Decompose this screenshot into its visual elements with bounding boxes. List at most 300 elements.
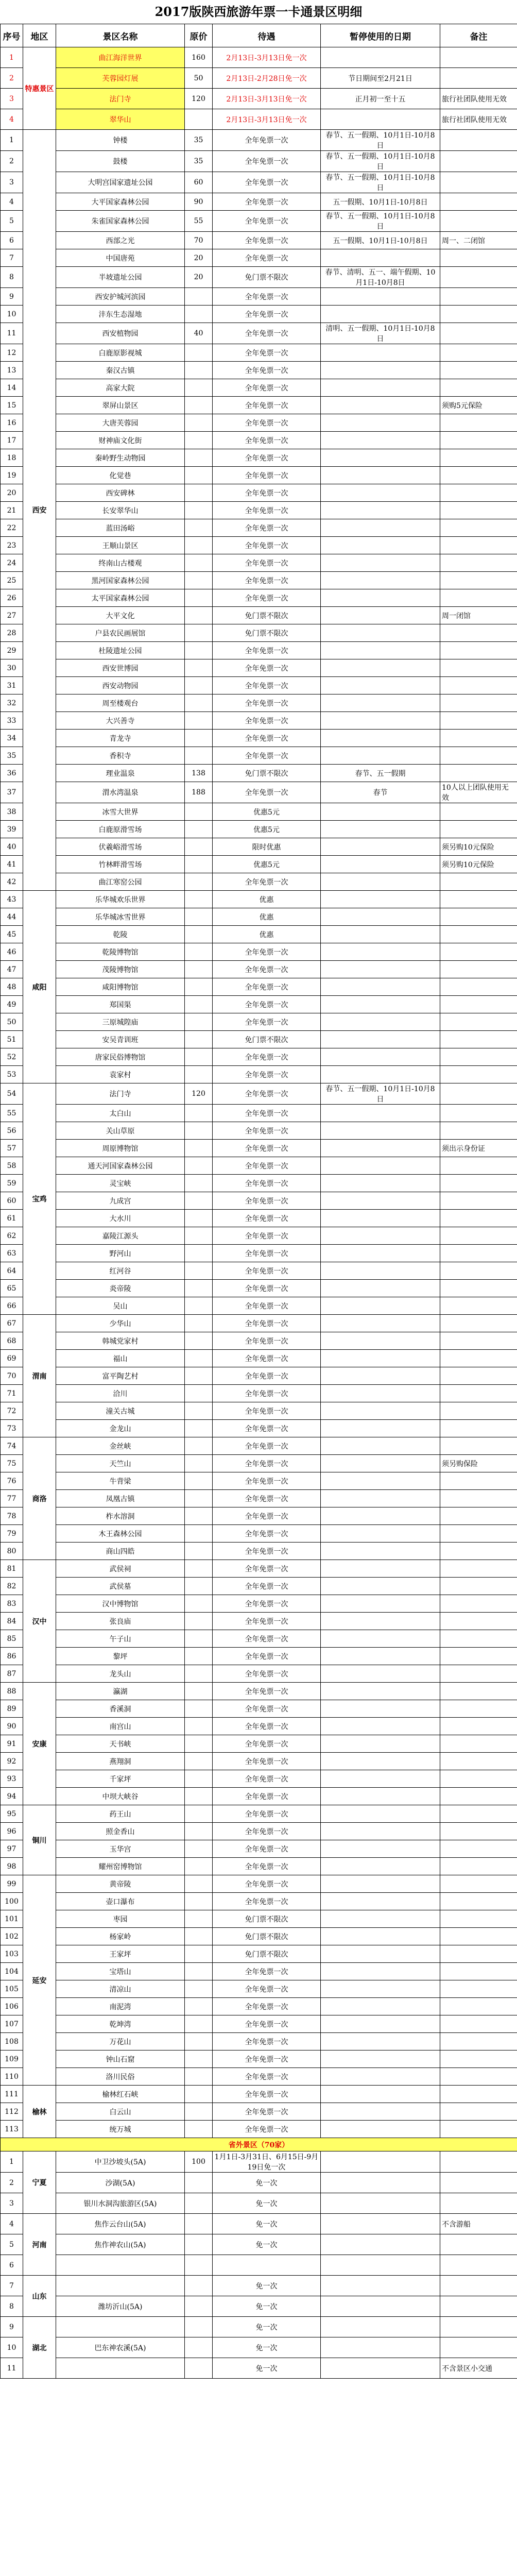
note-cell: 周一、二闭馆 — [440, 232, 517, 249]
row-number: 5 — [1, 2234, 23, 2255]
treatment-cell: 全年免票一次 — [213, 1157, 321, 1175]
column-header: 景区名称 — [56, 24, 185, 47]
treatment-cell: 全年免票一次 — [213, 1770, 321, 1788]
scenic-name: 安吴青训班 — [56, 1031, 185, 1048]
treatment-cell: 全年免票一次 — [213, 1525, 321, 1543]
table-row — [1, 1823, 517, 1840]
table-row — [1, 659, 517, 677]
price-cell — [185, 449, 213, 467]
treatment-cell: 全年免票一次 — [213, 193, 321, 211]
note-cell: 旅行社团队使用无效 — [440, 109, 517, 130]
pause-dates-cell — [321, 1192, 440, 1210]
scenic-name: 太白山 — [56, 1105, 185, 1122]
pause-dates-cell — [321, 2068, 440, 2086]
row-number: 9 — [1, 288, 23, 306]
table-row — [1, 765, 517, 782]
note-cell — [440, 211, 517, 232]
table-row — [1, 1945, 517, 1963]
treatment-cell: 全年免票一次 — [213, 484, 321, 502]
scenic-name: 红河谷 — [56, 1262, 185, 1280]
price-cell — [185, 1507, 213, 1525]
scenic-name: 千家坪 — [56, 1770, 185, 1788]
note-cell: 须购5元保险 — [440, 397, 517, 414]
table-row — [1, 1980, 517, 1998]
treatment-cell: 全年免票一次 — [213, 1350, 321, 1367]
row-number: 14 — [1, 379, 23, 397]
price-cell — [185, 1735, 213, 1753]
table-row — [1, 1683, 517, 1700]
pause-dates-cell — [321, 2214, 440, 2234]
price-cell — [185, 572, 213, 589]
scenic-name: 翠屏山景区 — [56, 397, 185, 414]
pause-dates-cell — [321, 1332, 440, 1350]
treatment-cell: 全年免票一次 — [213, 1560, 321, 1578]
scenic-name: 大兴善寺 — [56, 712, 185, 730]
price-cell — [185, 1420, 213, 1437]
note-cell — [440, 2121, 517, 2138]
note-cell — [440, 1578, 517, 1595]
price-cell — [185, 344, 213, 362]
treatment-cell: 免一次 — [213, 2193, 321, 2214]
row-number: 7 — [1, 2276, 23, 2296]
row-number: 102 — [1, 1928, 23, 1945]
region-cell: 河南 — [23, 2214, 56, 2276]
treatment-cell: 2月13日-3月13日免一次 — [213, 47, 321, 68]
price-cell — [185, 414, 213, 432]
row-number: 86 — [1, 1648, 23, 1665]
note-cell — [440, 589, 517, 607]
pause-dates-cell — [321, 747, 440, 765]
price-cell — [185, 2050, 213, 2068]
note-cell — [440, 1048, 517, 1066]
scenic-name: 南泥湾 — [56, 1998, 185, 2015]
scenic-name: 商山四皓 — [56, 1543, 185, 1560]
note-cell — [440, 1420, 517, 1437]
price-cell — [185, 712, 213, 730]
table-row — [1, 803, 517, 821]
row-number: 80 — [1, 1543, 23, 1560]
price-cell — [185, 730, 213, 747]
row-number: 6 — [1, 2255, 23, 2276]
row-number: 2 — [1, 2173, 23, 2193]
note-cell: 周一闭馆 — [440, 607, 517, 624]
pause-dates-cell — [321, 2296, 440, 2317]
treatment-cell: 全年免票一次 — [213, 1840, 321, 1858]
pause-dates-cell — [321, 821, 440, 838]
treatment-cell: 全年免票一次 — [213, 397, 321, 414]
row-number: 55 — [1, 1105, 23, 1122]
scenic-name: 燕翔洞 — [56, 1753, 185, 1770]
pause-dates-cell — [321, 467, 440, 484]
table-row — [1, 1507, 517, 1525]
scenic-name: 高家大院 — [56, 379, 185, 397]
treatment-cell: 免一次 — [213, 2296, 321, 2317]
table-row — [1, 344, 517, 362]
treatment-cell: 全年免票一次 — [213, 1858, 321, 1875]
row-number: 29 — [1, 642, 23, 659]
note-cell — [440, 2015, 517, 2033]
note-cell — [440, 712, 517, 730]
row-number: 96 — [1, 1823, 23, 1840]
row-number: 104 — [1, 1963, 23, 1980]
note-cell — [440, 1490, 517, 1507]
scenic-name: 曲江海洋世界 — [56, 47, 185, 68]
column-header: 地区 — [23, 24, 56, 47]
table-row — [1, 1192, 517, 1210]
scenic-name: 王顺山景区 — [56, 537, 185, 554]
note-cell — [440, 1980, 517, 1998]
scenic-name: 潍坊沂山(5A) — [56, 2296, 185, 2317]
treatment-cell: 全年免票一次 — [213, 1140, 321, 1157]
table-row — [1, 1066, 517, 1083]
table-row — [1, 211, 517, 232]
row-number: 9 — [1, 2317, 23, 2337]
row-number: 20 — [1, 484, 23, 502]
table-row — [1, 856, 517, 873]
row-number: 32 — [1, 694, 23, 712]
note-cell — [440, 1928, 517, 1945]
row-number: 10 — [1, 306, 23, 323]
region-cell: 安康 — [23, 1683, 56, 1805]
row-number: 2 — [1, 68, 23, 89]
row-number: 100 — [1, 1893, 23, 1910]
pause-dates-cell — [321, 502, 440, 519]
table-row — [1, 323, 517, 344]
pause-dates-cell — [321, 2033, 440, 2050]
row-number: 78 — [1, 1507, 23, 1525]
price-cell — [185, 2086, 213, 2103]
price-cell — [185, 1543, 213, 1560]
row-number: 1 — [1, 130, 23, 151]
price-cell: 50 — [185, 68, 213, 89]
pause-dates-cell — [321, 1840, 440, 1858]
treatment-cell: 全年免票一次 — [213, 323, 321, 344]
table-row — [1, 1157, 517, 1175]
treatment-cell: 全年免票一次 — [213, 414, 321, 432]
treatment-cell: 全年免票一次 — [213, 502, 321, 519]
price-cell — [185, 1858, 213, 1875]
scenic-name: 翠华山 — [56, 109, 185, 130]
scenic-name: 芙蓉园灯展 — [56, 68, 185, 89]
pause-dates-cell — [321, 484, 440, 502]
price-cell — [185, 1350, 213, 1367]
region-cell: 特惠景区 — [23, 47, 56, 130]
treatment-cell: 全年免票一次 — [213, 1595, 321, 1613]
table-row — [1, 1297, 517, 1315]
table-row — [1, 2193, 517, 2214]
note-cell — [440, 1297, 517, 1315]
price-cell — [185, 1105, 213, 1122]
price-cell — [185, 2234, 213, 2255]
price-cell — [185, 908, 213, 926]
price-cell — [185, 1280, 213, 1297]
table-row — [1, 1245, 517, 1262]
pause-dates-cell — [321, 1875, 440, 1893]
table-row — [1, 730, 517, 747]
scenic-name: 三原城隍庙 — [56, 1013, 185, 1031]
pause-dates-cell — [321, 1315, 440, 1332]
scenic-name: 龙头山 — [56, 1665, 185, 1683]
note-cell — [440, 1367, 517, 1385]
scenic-name: 武侯祠 — [56, 1560, 185, 1578]
note-cell — [440, 47, 517, 68]
price-cell — [185, 1753, 213, 1770]
note-cell — [440, 68, 517, 89]
row-number: 35 — [1, 747, 23, 765]
treatment-cell: 全年免票一次 — [213, 2103, 321, 2121]
treatment-cell: 全年免票一次 — [213, 1490, 321, 1507]
price-cell — [185, 1031, 213, 1048]
pause-dates-cell — [321, 2193, 440, 2214]
treatment-cell: 全年免票一次 — [213, 1066, 321, 1083]
table-row — [1, 589, 517, 607]
treatment-cell: 全年免票一次 — [213, 2121, 321, 2138]
row-number: 42 — [1, 873, 23, 891]
note-cell — [440, 1385, 517, 1402]
scenic-name: 西安护城河滨园 — [56, 288, 185, 306]
note-cell — [440, 288, 517, 306]
scenic-name: 竹林畔滑雪场 — [56, 856, 185, 873]
price-cell — [185, 1525, 213, 1543]
table-row — [1, 397, 517, 414]
row-number: 60 — [1, 1192, 23, 1210]
note-cell — [440, 1910, 517, 1928]
table-row — [1, 1578, 517, 1595]
treatment-cell: 全年免票一次 — [213, 1013, 321, 1031]
page-title: 2017版陕西旅游年票一卡通景区明细 — [154, 4, 363, 19]
table-row — [1, 519, 517, 537]
column-header: 序号 — [1, 24, 23, 47]
scenic-name: 玉华宫 — [56, 1840, 185, 1858]
scenic-name: 黑河国家森林公园 — [56, 572, 185, 589]
pause-dates-cell: 春节、五一假期、10月1日-10月8日 — [321, 151, 440, 172]
row-number: 65 — [1, 1280, 23, 1297]
table-row — [1, 2337, 517, 2358]
region-cell: 商洛 — [23, 1437, 56, 1560]
pause-dates-cell — [321, 1823, 440, 1840]
pause-dates-cell — [321, 1280, 440, 1297]
price-cell — [185, 288, 213, 306]
pause-dates-cell — [321, 47, 440, 68]
note-cell — [440, 1998, 517, 2015]
pause-dates-cell — [321, 1066, 440, 1083]
row-number: 12 — [1, 344, 23, 362]
row-number: 11 — [1, 2358, 23, 2379]
table-row — [1, 1437, 517, 1455]
treatment-cell: 全年免票一次 — [213, 519, 321, 537]
table-row — [1, 2121, 517, 2138]
treatment-cell: 全年免票一次 — [213, 1578, 321, 1595]
table-row — [1, 432, 517, 449]
table-row — [1, 554, 517, 572]
note-cell — [440, 1402, 517, 1420]
scenic-name: 化觉巷 — [56, 467, 185, 484]
table-row — [1, 130, 517, 151]
row-number: 48 — [1, 978, 23, 996]
table-row — [1, 2317, 517, 2337]
row-number: 2 — [1, 151, 23, 172]
note-cell — [440, 432, 517, 449]
note-cell — [440, 1105, 517, 1122]
pause-dates-cell — [321, 1245, 440, 1262]
note-cell — [440, 1893, 517, 1910]
treatment-cell: 全年免票一次 — [213, 694, 321, 712]
price-cell: 100 — [185, 2151, 213, 2173]
scenic-name: 通天河国家森林公园 — [56, 1157, 185, 1175]
treatment-cell: 全年免票一次 — [213, 1420, 321, 1437]
table-row — [1, 1175, 517, 1192]
table-row — [1, 1525, 517, 1543]
note-cell — [440, 172, 517, 193]
price-cell — [185, 926, 213, 943]
note-cell — [440, 1858, 517, 1875]
pause-dates-cell — [321, 2255, 440, 2276]
price-cell — [185, 659, 213, 677]
pause-dates-cell — [321, 1805, 440, 1823]
scenic-name: 青龙寺 — [56, 730, 185, 747]
note-cell — [440, 306, 517, 323]
price-cell — [185, 961, 213, 978]
table-row — [1, 1385, 517, 1402]
note-cell — [440, 1350, 517, 1367]
price-cell — [185, 1805, 213, 1823]
price-cell — [185, 2121, 213, 2138]
note-cell — [440, 1805, 517, 1823]
note-cell — [440, 1245, 517, 1262]
pause-dates-cell — [321, 2086, 440, 2103]
pause-dates-cell — [321, 1490, 440, 1507]
pause-dates-cell — [321, 908, 440, 926]
row-number: 83 — [1, 1595, 23, 1613]
region-cell: 宝鸡 — [23, 1083, 56, 1315]
row-number: 108 — [1, 2033, 23, 2050]
note-cell — [440, 537, 517, 554]
treatment-cell: 全年免票一次 — [213, 1613, 321, 1630]
price-cell — [185, 519, 213, 537]
note-cell — [440, 249, 517, 267]
table-row — [1, 1858, 517, 1875]
price-cell — [185, 694, 213, 712]
price-cell — [185, 1297, 213, 1315]
pause-dates-cell — [321, 1998, 440, 2015]
price-cell: 120 — [185, 89, 213, 109]
pause-dates-cell — [321, 1013, 440, 1031]
pause-dates-cell — [321, 362, 440, 379]
pause-dates-cell: 五一假期、10月1日-10月8日 — [321, 232, 440, 249]
pause-dates-cell — [321, 730, 440, 747]
note-cell — [440, 2173, 517, 2193]
scenic-name: 大唐芙蓉园 — [56, 414, 185, 432]
note-cell — [440, 2276, 517, 2296]
row-number: 92 — [1, 1753, 23, 1770]
table-row — [1, 891, 517, 908]
row-number: 81 — [1, 1560, 23, 1578]
pause-dates-cell — [321, 1227, 440, 1245]
price-cell — [185, 1595, 213, 1613]
pause-dates-cell — [321, 677, 440, 694]
price-cell — [185, 379, 213, 397]
row-number: 106 — [1, 1998, 23, 2015]
table-row — [1, 89, 517, 109]
scenic-name: 中卫沙坡头(5A) — [56, 2151, 185, 2173]
price-cell — [185, 642, 213, 659]
scenic-name: 蓝田汤峪 — [56, 519, 185, 537]
scenic-name: 周原博物馆 — [56, 1140, 185, 1157]
note-cell — [440, 2337, 517, 2358]
pause-dates-cell — [321, 2050, 440, 2068]
note-cell — [440, 1175, 517, 1192]
row-number: 85 — [1, 1630, 23, 1648]
region-cell: 西安 — [23, 130, 56, 891]
price-cell — [185, 1140, 213, 1157]
price-cell — [185, 1963, 213, 1980]
pause-dates-cell — [321, 449, 440, 467]
scenic-name: 咸阳博物馆 — [56, 978, 185, 996]
price-cell — [185, 2015, 213, 2033]
price-cell — [185, 1980, 213, 1998]
scenic-name: 香积寺 — [56, 747, 185, 765]
note-cell — [440, 978, 517, 996]
table-row — [1, 151, 517, 172]
treatment-cell: 全年免票一次 — [213, 873, 321, 891]
note-cell — [440, 1823, 517, 1840]
pause-dates-cell — [321, 2015, 440, 2033]
pause-dates-cell — [321, 2276, 440, 2296]
pause-dates-cell — [321, 1210, 440, 1227]
note-cell — [440, 2296, 517, 2317]
table-row — [1, 978, 517, 996]
note-cell — [440, 1192, 517, 1210]
treatment-cell: 全年免票一次 — [213, 2033, 321, 2050]
note-cell — [440, 572, 517, 589]
pause-dates-cell — [321, 891, 440, 908]
row-number: 87 — [1, 1665, 23, 1683]
treatment-cell: 全年免票一次 — [213, 659, 321, 677]
price-cell — [185, 2193, 213, 2214]
price-cell — [185, 397, 213, 414]
scenic-name — [56, 2358, 185, 2379]
table-row — [1, 607, 517, 624]
scenic-name: 西安碑林 — [56, 484, 185, 502]
scenic-name: 凤凰古镇 — [56, 1490, 185, 1507]
pause-dates-cell — [321, 1507, 440, 1525]
price-cell — [185, 467, 213, 484]
note-cell — [440, 1700, 517, 1718]
scenic-name: 耀州窑博物馆 — [56, 1858, 185, 1875]
row-number: 25 — [1, 572, 23, 589]
price-cell — [185, 2033, 213, 2050]
row-number: 30 — [1, 659, 23, 677]
pause-dates-cell: 春节、清明、五一、端午假期、10月1日-10月8日 — [321, 267, 440, 288]
note-cell — [440, 554, 517, 572]
pause-dates-cell — [321, 1175, 440, 1192]
table-row — [1, 2358, 517, 2379]
table-row — [1, 1013, 517, 1031]
table-row — [1, 572, 517, 589]
scenic-name: 黎坪 — [56, 1648, 185, 1665]
note-cell — [440, 1560, 517, 1578]
scenic-name: 福山 — [56, 1350, 185, 1367]
row-number: 37 — [1, 782, 23, 803]
table-row — [1, 1928, 517, 1945]
row-number: 23 — [1, 537, 23, 554]
treatment-cell: 全年免票一次 — [213, 130, 321, 151]
table-row — [1, 2068, 517, 2086]
pause-dates-cell — [321, 1262, 440, 1280]
treatment-cell: 全年免票一次 — [213, 172, 321, 193]
row-number: 109 — [1, 2050, 23, 2068]
pause-dates-cell — [321, 1420, 440, 1437]
